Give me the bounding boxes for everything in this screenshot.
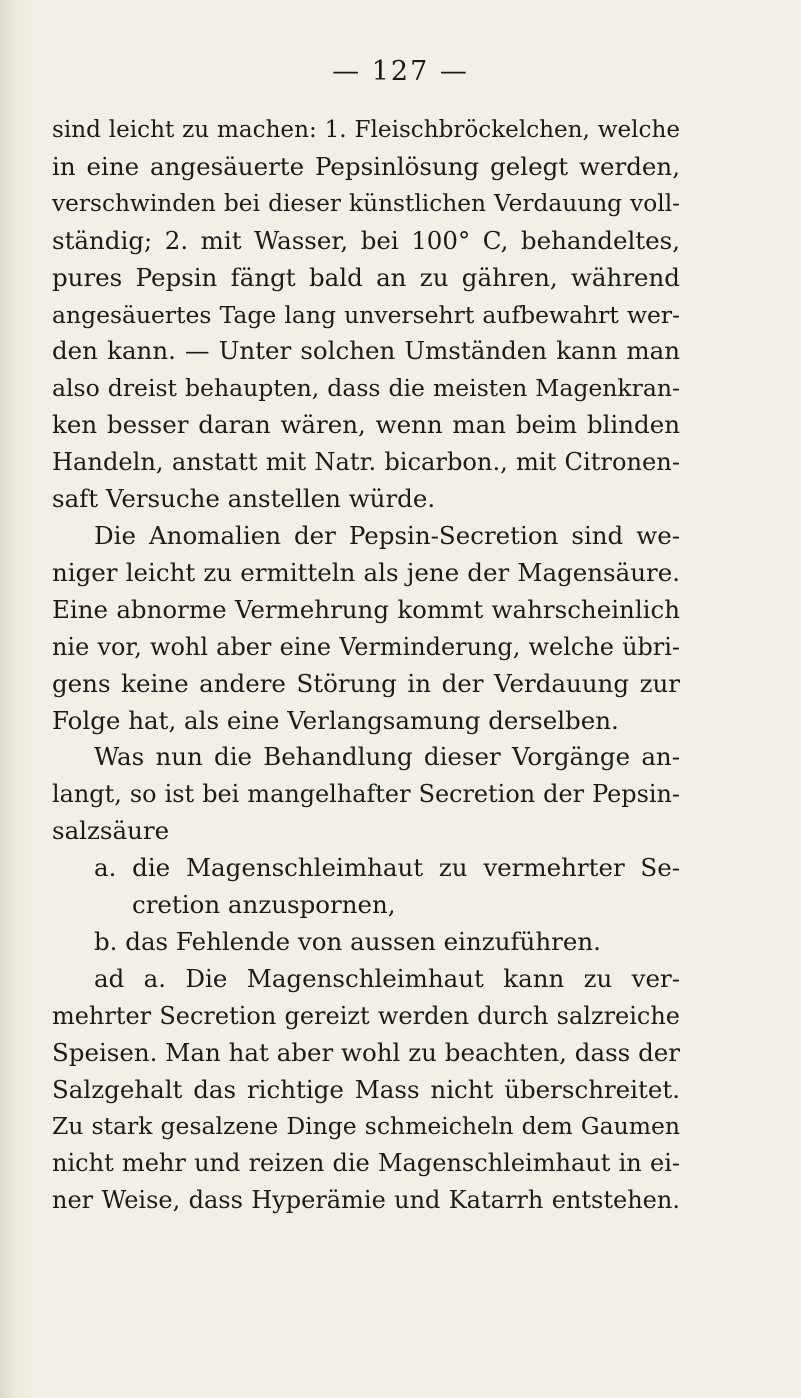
text-line: nie vor, wohl aber eine Verminderung, welche übri- bbox=[52, 632, 680, 661]
text-line: Eine abnorme Vermehrung kommt wahrscheinlich bbox=[52, 594, 680, 624]
text-line: Folge hat, als eine Verlangsamung derselben. bbox=[52, 705, 619, 735]
text-line: ken besser daran wären, wenn man beim blinden bbox=[52, 410, 680, 440]
text-line: also dreist behaupten, dass die meisten Magenkran- bbox=[52, 374, 680, 403]
list-item-b: b. das Fehlende von aussen einzuführen. bbox=[94, 926, 601, 956]
text-line: pures Pepsin fängt bald an zu gähren, während bbox=[52, 262, 680, 292]
text-line: Die Anomalien der Pepsin-Secretion sind we- bbox=[94, 520, 680, 550]
text-line: niger leicht zu ermitteln als jene der Magensäure. bbox=[52, 557, 680, 587]
text-line: ständig; 2. mit Wasser, bei 100° C, behandeltes, bbox=[52, 225, 680, 255]
text-line: Handeln, anstatt mit Natr. bicarbon., mit Citronen- bbox=[52, 448, 680, 477]
text-line: saft Versuche anstellen würde. bbox=[52, 484, 436, 514]
text-line: angesäuertes Tage lang unversehrt aufbewahrt wer- bbox=[52, 300, 680, 329]
list-item-a: a. die Magenschleimhaut zu vermehrter Se- bbox=[94, 853, 680, 883]
text-line: in eine angesäuerte Pepsinlösung gelegt werden, bbox=[52, 151, 680, 181]
text-line: nicht mehr und reizen die Magenschleimhaut in ei- bbox=[52, 1149, 680, 1178]
page-body bbox=[52, 112, 680, 1219]
text-line: den kann. — Unter solchen Umständen kann man bbox=[52, 336, 680, 366]
page-number: — 127 — bbox=[332, 56, 469, 87]
text-line: Was nun die Behandlung dieser Vorgänge an- bbox=[94, 742, 680, 772]
text-line: salzsäure bbox=[52, 816, 170, 846]
text-line: cretion anzuspornen, bbox=[132, 890, 396, 920]
text-line: Salzgehalt das richtige Mass nicht überschreitet. bbox=[52, 1074, 680, 1104]
text-line: ad a. Die Magenschleimhaut kann zu ver- bbox=[94, 963, 680, 993]
text-line: Speisen. Man hat aber wohl zu beachten, dass der bbox=[52, 1037, 680, 1067]
text-line: ner Weise, dass Hyperämie und Katarrh entstehen. bbox=[52, 1186, 680, 1215]
text-line: Zu stark gesalzene Dinge schmeicheln dem Gaumen bbox=[52, 1112, 680, 1141]
text-line: sind leicht zu machen: 1. Fleischbröckelchen, welche bbox=[52, 117, 680, 143]
text-line: gens keine andere Störung in der Verdauung zur bbox=[52, 668, 680, 698]
text-line: mehrter Secretion gereizt werden durch salzreiche bbox=[52, 1001, 680, 1030]
text-line: verschwinden bei dieser künstlichen Verdauung voll- bbox=[52, 189, 680, 217]
text-line: langt, so ist bei mangelhafter Secretion der Pepsin- bbox=[52, 780, 680, 809]
